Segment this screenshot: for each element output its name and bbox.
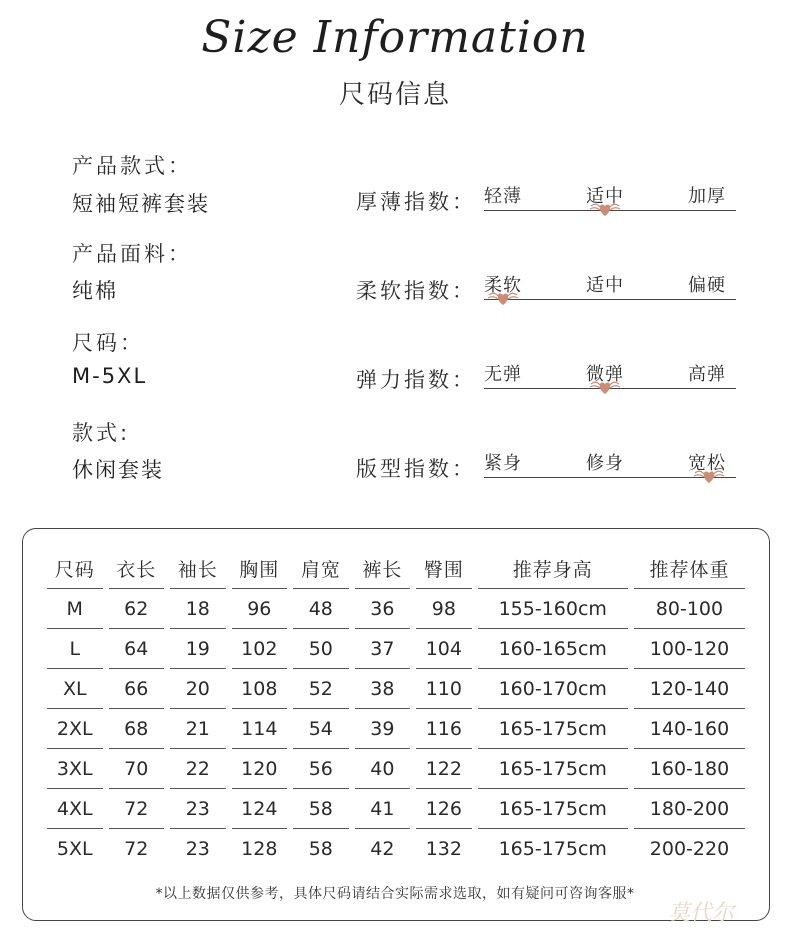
column-header: 衣长 xyxy=(109,549,165,589)
table-cell: 120-140 xyxy=(634,669,745,709)
size-label: 尺码： xyxy=(72,331,144,355)
scale-option-left: 紧身 xyxy=(484,453,522,474)
table-cell: 122 xyxy=(416,749,472,789)
table-cell: 23 xyxy=(170,789,226,829)
fit-index-label: 版型指数： xyxy=(356,457,476,481)
table-cell: 62 xyxy=(109,589,165,629)
scale-option-middle: 适中 xyxy=(586,186,624,207)
scale-option-middle: 适中 xyxy=(586,275,624,296)
thickness-index-label: 厚薄指数： xyxy=(356,190,476,214)
table-cell: XL xyxy=(47,669,103,709)
disclaimer-note: *以上数据仅供参考，具体尺码请结合实际需求选取，如有疑问可咨询客服* xyxy=(155,886,635,902)
table-cell: 114 xyxy=(232,709,288,749)
table-cell: 19 xyxy=(170,629,226,669)
table-cell: 165-175cm xyxy=(478,709,628,749)
table-cell: 126 xyxy=(416,789,472,829)
fabric-value: 纯棉 xyxy=(72,279,118,303)
watermark-logo: 莫代尔 xyxy=(668,901,735,926)
table-cell: 37 xyxy=(355,629,411,669)
table-cell: 116 xyxy=(416,709,472,749)
table-cell: 48 xyxy=(293,589,349,629)
table-cell: 42 xyxy=(370,838,395,860)
elasticity-index-label: 弹力指数： xyxy=(356,368,476,392)
table-cell: 18 xyxy=(170,589,226,629)
table-cell: 200-220 xyxy=(649,838,730,860)
size-table xyxy=(41,549,751,869)
table-cell: 102 xyxy=(232,629,288,669)
table-cell: 108 xyxy=(232,669,288,709)
table-cell: 72 xyxy=(124,838,149,860)
table-cell: 20 xyxy=(170,669,226,709)
style-label: 产品款式： xyxy=(72,154,192,178)
scale-option-left: 柔软 xyxy=(484,275,522,296)
table-cell: 41 xyxy=(355,789,411,829)
softness-index-label: 柔软指数： xyxy=(356,279,476,303)
fabric-label: 产品面料： xyxy=(72,242,192,266)
scale-line xyxy=(484,299,736,300)
softness-scale xyxy=(484,265,736,309)
column-header: 胸围 xyxy=(232,549,288,589)
size-table-frame xyxy=(22,528,770,921)
table-cell: 39 xyxy=(355,709,411,749)
scale-option-middle: 微弹 xyxy=(586,364,624,385)
column-header: 推荐体重 xyxy=(634,549,745,589)
table-row xyxy=(47,589,745,629)
scale-option-right: 偏硬 xyxy=(688,275,726,296)
fit-scale xyxy=(484,443,736,487)
table-cell: 23 xyxy=(185,838,210,860)
scale-option-right: 加厚 xyxy=(688,186,726,207)
table-cell: 124 xyxy=(232,789,288,829)
table-header-row xyxy=(47,549,745,589)
scale-option-right: 高弹 xyxy=(688,364,726,385)
table-cell: 160-165cm xyxy=(478,629,628,669)
table-cell: 58 xyxy=(293,789,349,829)
table-cell: 160-180 xyxy=(634,749,745,789)
table-row xyxy=(47,629,745,669)
table-cell: 100-120 xyxy=(634,629,745,669)
table-cell: 54 xyxy=(293,709,349,749)
page-title: 尺码信息 xyxy=(338,80,451,110)
table-cell: 66 xyxy=(109,669,165,709)
table-cell: 40 xyxy=(355,749,411,789)
type-value: 休闲套装 xyxy=(72,458,164,482)
table-row xyxy=(47,709,745,749)
table-cell: 36 xyxy=(355,589,411,629)
table-cell: 96 xyxy=(232,589,288,629)
table-cell: 165-175cm xyxy=(478,749,628,789)
heart-marker-icon xyxy=(588,378,622,396)
scale-option-left: 轻薄 xyxy=(484,186,522,207)
scale-option-right: 宽松 xyxy=(688,453,726,474)
table-cell: 140-160 xyxy=(634,709,745,749)
column-header: 袖长 xyxy=(170,549,226,589)
table-cell: 5XL xyxy=(56,838,93,860)
scale-option-middle: 修身 xyxy=(586,453,624,474)
table-row xyxy=(47,789,745,829)
table-cell: 68 xyxy=(109,709,165,749)
type-label: 款式: xyxy=(72,421,131,445)
table-cell: 4XL xyxy=(47,789,103,829)
table-cell: 110 xyxy=(416,669,472,709)
table-cell: 160-170cm xyxy=(478,669,628,709)
table-cell: 120 xyxy=(232,749,288,789)
table-cell: 165-175cm xyxy=(478,789,628,829)
scale-option-left: 无弹 xyxy=(484,364,522,385)
table-cell: 56 xyxy=(293,749,349,789)
table-cell: 64 xyxy=(109,629,165,669)
heart-marker-icon xyxy=(486,289,520,307)
table-cell: L xyxy=(47,629,103,669)
column-header: 臀围 xyxy=(416,549,472,589)
table-cell: 80-100 xyxy=(634,589,745,629)
table-row xyxy=(47,829,745,869)
table-cell: 132 xyxy=(425,838,462,860)
table-row xyxy=(47,749,745,789)
table-cell: 21 xyxy=(170,709,226,749)
elasticity-scale xyxy=(484,354,736,398)
size-value: M-5XL xyxy=(72,364,148,388)
table-cell: 50 xyxy=(293,629,349,669)
table-cell: 58 xyxy=(308,838,333,860)
column-header: 裤长 xyxy=(355,549,411,589)
column-header: 尺码 xyxy=(47,549,103,589)
table-cell: 38 xyxy=(355,669,411,709)
table-cell: 22 xyxy=(170,749,226,789)
thickness-scale xyxy=(484,176,736,220)
title-script: Size Information xyxy=(201,12,589,63)
column-header: 推荐身高 xyxy=(478,549,628,589)
table-cell: 70 xyxy=(109,749,165,789)
table-cell: 104 xyxy=(416,629,472,669)
table-cell: 128 xyxy=(241,838,278,860)
table-row xyxy=(47,669,745,709)
table-cell: 180-200 xyxy=(634,789,745,829)
style-value: 短袖短裤套装 xyxy=(72,192,210,216)
table-cell: 98 xyxy=(416,589,472,629)
heart-marker-icon xyxy=(588,200,622,218)
table-cell: 3XL xyxy=(47,749,103,789)
table-cell: 52 xyxy=(293,669,349,709)
column-header: 肩宽 xyxy=(293,549,349,589)
table-cell: 155-160cm xyxy=(478,589,628,629)
heart-marker-icon xyxy=(692,467,726,485)
table-cell: 165-175cm xyxy=(498,838,607,860)
table-cell: M xyxy=(47,589,103,629)
table-cell: 72 xyxy=(109,789,165,829)
table-cell: 2XL xyxy=(47,709,103,749)
